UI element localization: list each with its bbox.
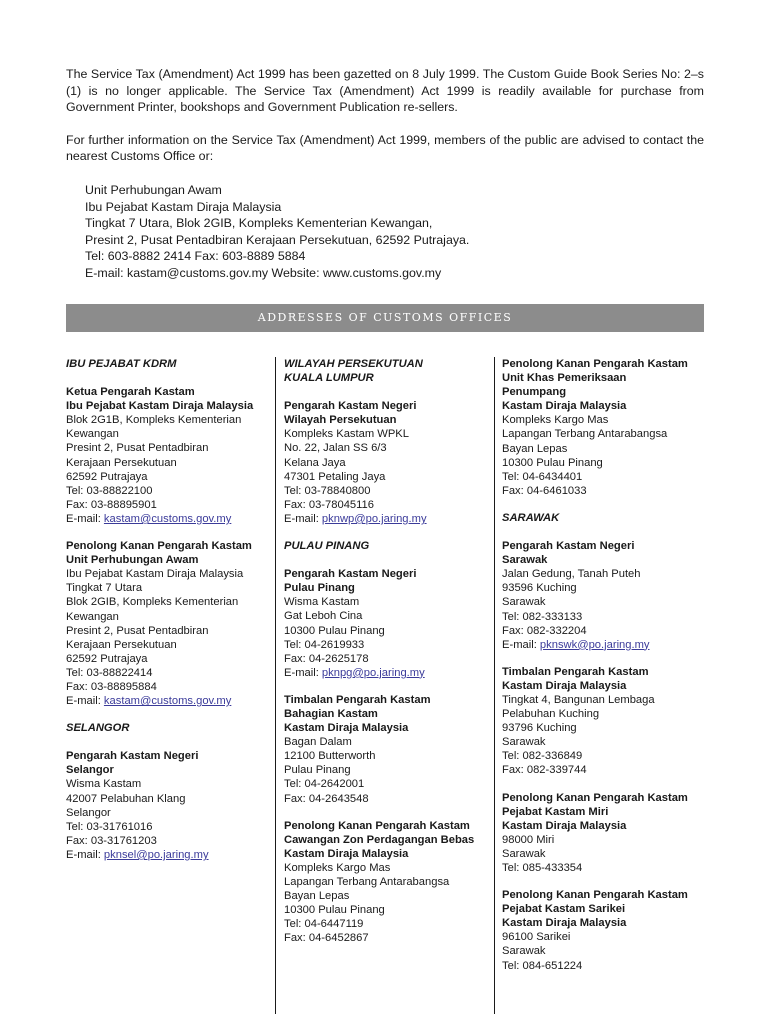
office-address-line: Presint 2, Pusat Pentadbiran	[66, 624, 209, 637]
office-address-line: Fax: 03-31761203	[66, 834, 157, 847]
office-address-line: Wisma Kastam	[66, 778, 142, 791]
office-address-line: Fax: 03-88895901	[66, 498, 157, 511]
office-address-line: Sarawak	[502, 945, 546, 958]
office-title-line: Penolong Kanan Pengarah Kastam	[284, 819, 470, 832]
office-title-line: Sarawak	[502, 554, 548, 567]
office-address-line: Tel: 03-78840800	[284, 484, 371, 497]
office-address-line: No. 22, Jalan SS 6/3	[284, 442, 387, 455]
office-block	[284, 819, 489, 946]
office-block	[502, 888, 707, 973]
office-title-line: Timbalan Pengarah Kastam	[284, 693, 431, 706]
office-address-line: Kerajaan Persekutuan	[66, 456, 177, 469]
office-address-line: Tingkat 7 Utara	[66, 582, 143, 595]
office-address-line: Blok 2GIB, Kompleks Kementerian	[66, 596, 239, 609]
email-label: E-mail:	[284, 666, 322, 679]
office-block	[502, 665, 707, 778]
office-address-line: Bayan Lepas	[284, 890, 350, 903]
office-block	[284, 399, 489, 526]
office-address-line: Sarawak	[502, 847, 546, 860]
section-banner: ADDRESSES OF CUSTOMS OFFICES	[66, 304, 704, 332]
office-title-line: Wilayah Persekutuan	[284, 414, 397, 427]
email-label: E-mail:	[284, 512, 322, 525]
region-heading-line: WILAYAH PERSEKUTUAN	[284, 358, 423, 370]
office-address-line: 98000 Miri	[502, 833, 555, 846]
office-address-line: 10300 Pulau Pinang	[502, 456, 603, 469]
email-link[interactable]: pknsel@po.jaring.my	[103, 848, 209, 861]
office-title-line: Cawangan Zon Perdagangan Bebas	[284, 833, 475, 846]
email-link[interactable]: pknwp@po.jaring.my	[321, 512, 427, 525]
office-address-line: Tel: 03-31761016	[66, 820, 153, 833]
office-address-line: 10300 Pulau Pinang	[284, 904, 385, 917]
office-address-line: Pulau Pinang	[284, 764, 351, 777]
office-title-line: Ketua Pengarah Kastam	[66, 386, 195, 399]
office-title-line: Kastam Diraja Malaysia	[502, 917, 627, 930]
office-title-line: Pengarah Kastam Negeri	[66, 750, 199, 763]
office-address-line: Fax: 082-339744	[502, 764, 587, 777]
office-address-line: Ibu Pejabat Kastam Diraja Malaysia	[66, 568, 244, 581]
office-address-line: Fax: 04-2625178	[284, 652, 369, 665]
office-title-line: Penolong Kanan Pengarah Kastam	[66, 540, 252, 553]
office-address-line: Kewangan	[66, 428, 119, 441]
office-address-line: 96100 Sarikei	[502, 931, 571, 944]
email-label: E-mail:	[66, 848, 104, 861]
office-address-line: Lapangan Terbang Antarabangsa	[284, 876, 450, 888]
email-label: E-mail:	[66, 695, 104, 708]
region-heading	[284, 357, 489, 385]
office-address-line: Fax: 03-78045116	[284, 498, 374, 511]
office-title-line: Penolong Kanan Pengarah Kastam	[502, 358, 688, 370]
office-address-line: Tingkat 4, Bangunan Lembaga	[502, 693, 655, 706]
column-divider	[275, 357, 276, 1014]
office-block	[502, 791, 707, 876]
office-address-line: Tel: 04-6447119	[284, 918, 364, 931]
column-1	[66, 357, 271, 875]
office-address-line: Tel: 04-2619933	[284, 638, 365, 651]
office-address-line: 62592 Putrajaya	[66, 652, 148, 665]
office-address-line: Gat Leboh Cina	[284, 610, 363, 623]
office-address-line: Fax: 04-6461033	[502, 484, 587, 497]
office-title-line: Penumpang	[502, 386, 567, 399]
office-title-line: Unit Perhubungan Awam	[66, 554, 199, 567]
office-block	[66, 749, 271, 862]
office-title-line: Timbalan Pengarah Kastam	[502, 665, 649, 678]
office-address-line: 47301 Petaling Jaya	[284, 470, 386, 483]
office-address-line: Kompleks Kastam WPKL	[284, 428, 409, 441]
region-heading: IBU PEJABAT KDRM	[66, 358, 177, 370]
office-address-line: Bayan Lepas	[502, 442, 568, 455]
office-title-line: Pengarah Kastam Negeri	[284, 568, 417, 581]
office-title-line: Pengarah Kastam Negeri	[502, 540, 635, 553]
office-address-line: Fax: 04-2643548	[284, 792, 369, 805]
office-title-line: Kastam Diraja Malaysia	[284, 722, 409, 735]
office-address-line: 93596 Kuching	[502, 582, 577, 595]
office-block	[66, 539, 271, 708]
office-title-line: Kastam Diraja Malaysia	[502, 819, 627, 832]
intro-paragraph-1: The Service Tax (Amendment) Act 1999 has been gazetted on 8 July 1999. The Custom Guide Book Series No: 2–s (1) is no longer applicable. The Service Tax (Amendment) Act 1999 is readily available for purchase from Government Printer, bookshops and Government Publication re-sellers.	[66, 67, 704, 115]
email-line	[284, 512, 489, 526]
contact-line: Unit Perhubungan Awam	[85, 183, 222, 197]
office-address-line: Sarawak	[502, 736, 546, 749]
email-link[interactable]: kastam@customs.gov.my	[103, 512, 232, 525]
office-address-line: 12100 Butterworth	[284, 750, 376, 763]
office-address-line: Jalan Gedung, Tanah Puteh	[502, 568, 641, 581]
office-address-line: Tel: 084-651224	[502, 959, 583, 972]
office-title-line: Unit Khas Pemeriksaan	[502, 372, 627, 385]
office-address-line: Selangor	[66, 806, 111, 819]
contact-line: E-mail: kastam@customs.gov.my Website: www.customs.gov.my	[85, 265, 442, 280]
office-title-line: Penolong Kanan Pengarah Kastam	[502, 791, 688, 804]
office-address-line: Kelana Jaya	[284, 456, 346, 469]
office-address-line: Tel: 085-433354	[502, 862, 583, 874]
region-heading: SARAWAK	[502, 511, 560, 524]
office-address-line: Fax: 03-88895884	[66, 680, 157, 693]
office-address-line: 42007 Pelabuhan Klang	[66, 792, 186, 805]
office-address-line: Tel: 03-88822414	[66, 666, 153, 679]
office-block	[284, 693, 489, 806]
office-address-line: Bagan Dalam	[284, 736, 352, 749]
contact-line: Tingkat 7 Utara, Blok 2GIB, Kompleks Kementerian Kewangan,	[85, 216, 433, 231]
email-line	[502, 638, 707, 652]
office-address-line: 93796 Kuching	[502, 722, 577, 735]
office-address-line: Blok 2G1B, Kompleks Kementerian	[66, 414, 242, 427]
office-title-line: Ibu Pejabat Kastam Diraja Malaysia	[66, 400, 254, 413]
office-address-line: Wisma Kastam	[284, 596, 360, 609]
column-3	[502, 357, 707, 986]
office-title-line: Pejabat Kastam Miri	[502, 805, 609, 818]
office-address-line: Tel: 04-6434401	[502, 470, 583, 483]
office-address-line: 10300 Pulau Pinang	[284, 624, 385, 637]
email-link[interactable]: pknpg@po.jaring.my	[321, 666, 425, 679]
office-title-line: Pulau Pinang	[284, 582, 355, 595]
office-title-line: Selangor	[66, 764, 114, 777]
contact-line: Tel: 603-8882 2414 Fax: 603-8889 5884	[85, 249, 306, 264]
office-title-line: Kastam Diraja Malaysia	[284, 847, 409, 860]
email-line	[66, 848, 271, 862]
office-address-line: Presint 2, Pusat Pentadbiran	[66, 442, 209, 455]
office-address-line: Fax: 04-6452867	[284, 932, 369, 945]
office-address-line: Kompleks Kargo Mas	[284, 861, 391, 874]
region-heading-line: KUALA LUMPUR	[284, 372, 374, 385]
office-title-line: Bahagian Kastam	[284, 707, 378, 720]
office-address-line: Kerajaan Persekutuan	[66, 638, 177, 651]
office-address-line: Kewangan	[66, 610, 119, 623]
office-address-line: Tel: 082-333133	[502, 610, 583, 623]
office-address-line: Sarawak	[502, 596, 546, 609]
office-address-line: Kompleks Kargo Mas	[502, 414, 609, 427]
office-block	[284, 567, 489, 680]
office-title-line: Pejabat Kastam Sarikei	[502, 903, 626, 916]
office-address-line: Lapangan Terbang Antarabangsa	[502, 428, 668, 441]
email-link[interactable]: pknswk@po.jaring.my	[539, 638, 650, 651]
office-address-line: Tel: 082-336849	[502, 750, 583, 763]
email-line	[66, 512, 271, 526]
contact-line: Ibu Pejabat Kastam Diraja Malaysia	[85, 199, 282, 214]
contact-address	[85, 182, 469, 282]
office-address-line: Pelabuhan Kuching	[502, 708, 600, 721]
email-line	[284, 666, 489, 680]
column-divider	[494, 357, 495, 1014]
office-block	[66, 385, 271, 526]
email-label: E-mail:	[66, 512, 104, 525]
office-address-line: Fax: 082-332204	[502, 624, 587, 637]
office-address-line: Tel: 03-88822100	[66, 484, 153, 497]
office-title-line: Penolong Kanan Pengarah Kastam	[502, 889, 688, 902]
email-line	[66, 694, 271, 708]
email-link[interactable]: kastam@customs.gov.my	[103, 695, 232, 708]
email-label: E-mail:	[502, 638, 540, 651]
column-2	[284, 357, 489, 958]
office-title-line: Kastam Diraja Malaysia	[502, 400, 627, 413]
office-address-line: Tel: 04-2642001	[284, 778, 365, 791]
region-heading: PULAU PINANG	[284, 540, 370, 553]
intro	[66, 66, 704, 165]
contact-line: Presint 2, Pusat Pentadbiran Kerajaan Persekutuan, 62592 Putrajaya.	[85, 232, 470, 247]
office-title-line: Pengarah Kastam Negeri	[284, 400, 417, 413]
intro-paragraph-2: For further information on the Service Tax (Amendment) Act 1999, members of the public are advised to contact the nearest Customs Office or:	[66, 132, 704, 164]
office-title-line: Kastam Diraja Malaysia	[502, 679, 627, 692]
office-block	[502, 539, 707, 652]
office-block	[502, 357, 707, 498]
region-heading: SELANGOR	[66, 722, 130, 735]
office-address-line: 62592 Putrajaya	[66, 470, 148, 483]
